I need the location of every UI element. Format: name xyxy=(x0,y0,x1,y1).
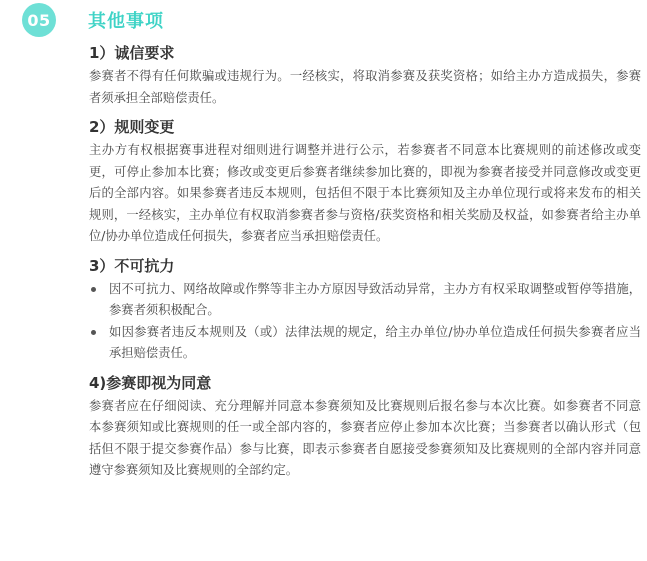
bullet-text: 因不可抗力、网络故障或作弊等非主办方原因导致活动异常，主办方有权采取调整或暂停等措施，参赛者须积极配合。 xyxy=(109,281,641,317)
bullet-item xyxy=(89,322,641,365)
bullet-dot-icon xyxy=(91,287,96,292)
section-header xyxy=(22,3,164,37)
section-number-badge: 05 xyxy=(22,3,56,37)
section-content xyxy=(89,40,641,487)
item-rule-change xyxy=(89,114,641,248)
item-text: 参赛者应在仔细阅读、充分理解并同意本参赛须知及比赛规则后报名参与本次比赛。如参赛者不同意本参赛须知或比赛规则的任一或全部内容的，参赛者应停止参加本次比赛；当参赛者以确认形式（包括但不限于提交参赛作品）参与比赛，即表示参赛者自愿接受参赛须知及比赛规则的全部内容并同意遵守参赛须知及比赛规则的全部约定。 xyxy=(89,398,641,477)
item-integrity xyxy=(89,40,641,109)
item-title: 1）诚信要求 xyxy=(89,44,175,62)
item-force-majeure xyxy=(89,253,641,365)
bullet-list xyxy=(89,279,641,365)
bullet-dot-icon xyxy=(91,330,96,335)
item-title: 3）不可抗力 xyxy=(89,256,175,275)
item-text: 主办方有权根据赛事进程对细则进行调整并进行公示，若参赛者不同意本比赛规则的前述修改或变更，可停止参加本比赛；修改或变更后参赛者继续参加比赛的，即视为参赛者接受并同意修改或变更后的全部内容。如果参赛者违反本规则，包括但不限于本比赛须知及主办单位现行或将来发布的相关规则，一经核实，主办单位有权取消参赛者参与资格/获奖资格和相关奖励及权益，如参赛者给主办单位/协办单位造成任何损失，参赛者应当承担赔偿责任。 xyxy=(89,143,641,243)
item-consent xyxy=(89,370,641,482)
item-text: 参赛者不得有任何欺骗或违规行为。一经核实，将取消参赛及获奖资格；如给主办方造成损失，参赛者须承担全部赔偿责任。 xyxy=(89,69,641,105)
section-title: 其他事项 xyxy=(88,11,164,32)
bullet-item xyxy=(89,279,641,322)
item-title: 4)参赛即视为同意 xyxy=(89,373,212,392)
bullet-text: 如因参赛者违反本规则及（或）法律法规的规定，给主办单位/协办单位造成任何损失参赛者应当承担赔偿责任。 xyxy=(109,324,641,360)
item-title: 2）规则变更 xyxy=(89,118,175,136)
